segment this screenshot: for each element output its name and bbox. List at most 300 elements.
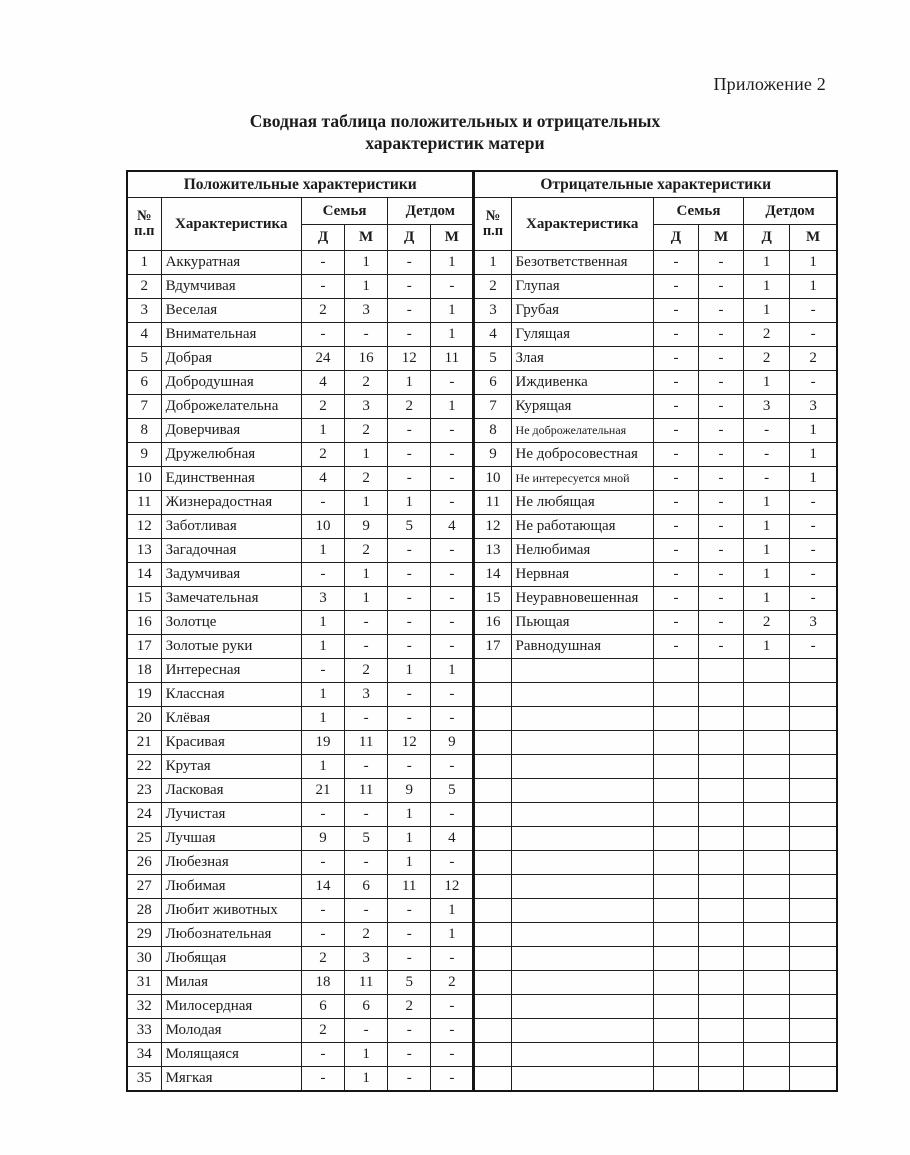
table-row bbox=[127, 299, 837, 323]
pos-family-d-cell: 14 bbox=[301, 875, 344, 899]
neg-detdom-m-cell bbox=[790, 755, 837, 779]
neg-num-cell: 2 bbox=[474, 275, 511, 299]
pos-family-d-cell: 1 bbox=[301, 635, 344, 659]
neg-num-cell: 14 bbox=[474, 563, 511, 587]
pos-num-cell: 21 bbox=[127, 731, 161, 755]
pos-characteristic-cell: Молящаяся bbox=[161, 1043, 301, 1067]
pos-characteristic-cell: Ласковая bbox=[161, 779, 301, 803]
pos-num-cell: 11 bbox=[127, 491, 161, 515]
table-row bbox=[127, 587, 837, 611]
neg-detdom-d-cell: 1 bbox=[744, 587, 790, 611]
neg-detdom-m-cell: - bbox=[790, 371, 837, 395]
pos-num-cell: 13 bbox=[127, 539, 161, 563]
pos-family-m-cell: 3 bbox=[345, 683, 388, 707]
pos-detdom-d-cell: - bbox=[388, 251, 431, 275]
table-row bbox=[127, 563, 837, 587]
neg-characteristic-cell bbox=[511, 923, 653, 947]
neg-characteristic-cell: Неуравновешенная bbox=[511, 587, 653, 611]
pos-detdom-m-cell: - bbox=[431, 947, 474, 971]
neg-num-cell bbox=[474, 779, 511, 803]
neg-family-d-cell: - bbox=[653, 467, 698, 491]
pos-detdom-m-cell: - bbox=[431, 635, 474, 659]
neg-family-d-cell bbox=[653, 851, 698, 875]
neg-family-d-cell bbox=[653, 827, 698, 851]
col-header-num-positive bbox=[127, 198, 161, 251]
pos-detdom-m-cell: - bbox=[431, 467, 474, 491]
pos-family-m-cell: 1 bbox=[345, 491, 388, 515]
pos-family-d-cell: 4 bbox=[301, 467, 344, 491]
pos-family-d-cell: - bbox=[301, 1043, 344, 1067]
neg-family-d-cell bbox=[653, 899, 698, 923]
neg-characteristic-cell: Не работающая bbox=[511, 515, 653, 539]
pos-detdom-m-cell: 1 bbox=[431, 899, 474, 923]
pos-family-m-cell: 2 bbox=[345, 923, 388, 947]
neg-detdom-m-cell: 2 bbox=[790, 347, 837, 371]
pos-detdom-m-cell: 1 bbox=[431, 251, 474, 275]
neg-family-m-cell bbox=[699, 1043, 744, 1067]
pos-family-d-cell: - bbox=[301, 323, 344, 347]
neg-family-m-cell: - bbox=[699, 395, 744, 419]
neg-detdom-m-cell bbox=[790, 659, 837, 683]
pos-detdom-m-cell: - bbox=[431, 491, 474, 515]
pos-family-d-cell: 1 bbox=[301, 611, 344, 635]
pos-family-m-cell: 1 bbox=[345, 563, 388, 587]
summary-table bbox=[126, 170, 838, 1092]
neg-detdom-d-cell: 1 bbox=[744, 491, 790, 515]
pos-detdom-d-cell: - bbox=[388, 707, 431, 731]
neg-detdom-m-cell bbox=[790, 851, 837, 875]
neg-num-cell: 16 bbox=[474, 611, 511, 635]
neg-characteristic-cell: Не добросовестная bbox=[511, 443, 653, 467]
pos-detdom-m-cell: 5 bbox=[431, 779, 474, 803]
neg-family-m-cell: - bbox=[699, 611, 744, 635]
neg-family-m-cell: - bbox=[699, 251, 744, 275]
pos-characteristic-cell: Доверчивая bbox=[161, 419, 301, 443]
pos-detdom-d-cell: - bbox=[388, 563, 431, 587]
neg-characteristic-cell: Глупая bbox=[511, 275, 653, 299]
pos-family-d-cell: 18 bbox=[301, 971, 344, 995]
pos-num-cell: 19 bbox=[127, 683, 161, 707]
pos-detdom-d-cell: 1 bbox=[388, 851, 431, 875]
neg-characteristic-cell: Безответственная bbox=[511, 251, 653, 275]
pos-detdom-m-cell: - bbox=[431, 851, 474, 875]
pos-family-d-cell: 6 bbox=[301, 995, 344, 1019]
num-header-line2: п.п bbox=[134, 223, 155, 239]
table-row bbox=[127, 923, 837, 947]
neg-num-cell bbox=[474, 803, 511, 827]
pos-family-m-cell: 11 bbox=[345, 731, 388, 755]
pos-family-d-cell: - bbox=[301, 275, 344, 299]
pos-characteristic-cell: Добрая bbox=[161, 347, 301, 371]
pos-family-d-cell: 1 bbox=[301, 755, 344, 779]
neg-family-d-cell bbox=[653, 947, 698, 971]
pos-family-d-cell: 9 bbox=[301, 827, 344, 851]
neg-detdom-m-cell bbox=[790, 995, 837, 1019]
pos-num-cell: 30 bbox=[127, 947, 161, 971]
table-row bbox=[127, 395, 837, 419]
pos-num-cell: 1 bbox=[127, 251, 161, 275]
pos-family-d-cell: 2 bbox=[301, 299, 344, 323]
table-row bbox=[127, 851, 837, 875]
table-row bbox=[127, 443, 837, 467]
col-header-orphanage-m-negative: М bbox=[790, 225, 837, 251]
neg-family-m-cell: - bbox=[699, 443, 744, 467]
neg-family-m-cell bbox=[699, 683, 744, 707]
pos-characteristic-cell: Клёвая bbox=[161, 707, 301, 731]
neg-detdom-m-cell bbox=[790, 923, 837, 947]
neg-characteristic-cell bbox=[511, 779, 653, 803]
neg-family-m-cell: - bbox=[699, 419, 744, 443]
pos-characteristic-cell: Внимательная bbox=[161, 323, 301, 347]
neg-detdom-d-cell bbox=[744, 971, 790, 995]
neg-family-m-cell bbox=[699, 803, 744, 827]
table-row bbox=[127, 467, 837, 491]
pos-detdom-d-cell: - bbox=[388, 611, 431, 635]
neg-family-m-cell: - bbox=[699, 275, 744, 299]
table-row bbox=[127, 683, 837, 707]
pos-family-m-cell: 2 bbox=[345, 419, 388, 443]
neg-family-m-cell bbox=[699, 779, 744, 803]
neg-characteristic-cell bbox=[511, 755, 653, 779]
table-row bbox=[127, 491, 837, 515]
neg-family-d-cell: - bbox=[653, 563, 698, 587]
pos-characteristic-cell: Заботливая bbox=[161, 515, 301, 539]
neg-detdom-m-cell bbox=[790, 803, 837, 827]
neg-family-d-cell bbox=[653, 875, 698, 899]
neg-detdom-d-cell: 3 bbox=[744, 395, 790, 419]
pos-characteristic-cell: Молодая bbox=[161, 1019, 301, 1043]
neg-family-m-cell: - bbox=[699, 323, 744, 347]
neg-characteristic-cell: Нервная bbox=[511, 563, 653, 587]
table-row bbox=[127, 539, 837, 563]
neg-family-d-cell: - bbox=[653, 299, 698, 323]
neg-detdom-m-cell bbox=[790, 683, 837, 707]
col-header-family-positive: Семья bbox=[301, 198, 387, 225]
neg-family-d-cell: - bbox=[653, 635, 698, 659]
pos-detdom-m-cell: - bbox=[431, 803, 474, 827]
neg-detdom-d-cell bbox=[744, 923, 790, 947]
neg-num-cell bbox=[474, 707, 511, 731]
neg-num-cell bbox=[474, 1043, 511, 1067]
neg-detdom-m-cell bbox=[790, 899, 837, 923]
pos-characteristic-cell: Золотые руки bbox=[161, 635, 301, 659]
neg-detdom-m-cell: 3 bbox=[790, 395, 837, 419]
neg-characteristic-cell bbox=[511, 1043, 653, 1067]
neg-family-d-cell bbox=[653, 731, 698, 755]
pos-detdom-m-cell: 4 bbox=[431, 827, 474, 851]
pos-detdom-m-cell: - bbox=[431, 683, 474, 707]
pos-detdom-d-cell: 1 bbox=[388, 491, 431, 515]
pos-num-cell: 26 bbox=[127, 851, 161, 875]
neg-family-d-cell bbox=[653, 1067, 698, 1092]
neg-detdom-m-cell: 1 bbox=[790, 419, 837, 443]
pos-detdom-m-cell: - bbox=[431, 539, 474, 563]
neg-detdom-d-cell: 1 bbox=[744, 635, 790, 659]
neg-detdom-d-cell bbox=[744, 1019, 790, 1043]
neg-detdom-m-cell bbox=[790, 1067, 837, 1092]
pos-num-cell: 22 bbox=[127, 755, 161, 779]
neg-detdom-d-cell: 2 bbox=[744, 611, 790, 635]
neg-detdom-m-cell bbox=[790, 707, 837, 731]
pos-detdom-m-cell: 9 bbox=[431, 731, 474, 755]
neg-characteristic-cell bbox=[511, 1019, 653, 1043]
neg-characteristic-cell bbox=[511, 1067, 653, 1092]
neg-characteristic-cell: Курящая bbox=[511, 395, 653, 419]
col-header-characteristic-negative: Характеристика bbox=[511, 198, 653, 251]
neg-family-d-cell bbox=[653, 971, 698, 995]
table-row bbox=[127, 707, 837, 731]
col-header-orphanage-m-positive: М bbox=[431, 225, 474, 251]
pos-num-cell: 12 bbox=[127, 515, 161, 539]
neg-characteristic-cell bbox=[511, 659, 653, 683]
neg-num-cell bbox=[474, 899, 511, 923]
pos-num-cell: 9 bbox=[127, 443, 161, 467]
neg-family-m-cell bbox=[699, 875, 744, 899]
neg-num-cell: 6 bbox=[474, 371, 511, 395]
pos-num-cell: 29 bbox=[127, 923, 161, 947]
pos-family-m-cell: - bbox=[345, 803, 388, 827]
pos-family-d-cell: - bbox=[301, 251, 344, 275]
table-row bbox=[127, 611, 837, 635]
table-row bbox=[127, 635, 837, 659]
table-row bbox=[127, 731, 837, 755]
neg-detdom-d-cell bbox=[744, 707, 790, 731]
neg-detdom-d-cell: 1 bbox=[744, 539, 790, 563]
pos-num-cell: 18 bbox=[127, 659, 161, 683]
pos-num-cell: 7 bbox=[127, 395, 161, 419]
neg-family-m-cell bbox=[699, 851, 744, 875]
pos-num-cell: 20 bbox=[127, 707, 161, 731]
neg-num-cell bbox=[474, 659, 511, 683]
neg-characteristic-cell: Не интересуется мной bbox=[511, 467, 653, 491]
col-header-family-m-negative: М bbox=[699, 225, 744, 251]
neg-family-d-cell bbox=[653, 779, 698, 803]
pos-characteristic-cell: Единственная bbox=[161, 467, 301, 491]
pos-family-d-cell: 3 bbox=[301, 587, 344, 611]
table-row bbox=[127, 323, 837, 347]
col-header-characteristic-positive: Характеристика bbox=[161, 198, 301, 251]
pos-characteristic-cell: Доброжелательна bbox=[161, 395, 301, 419]
neg-characteristic-cell: Грубая bbox=[511, 299, 653, 323]
table-row bbox=[127, 803, 837, 827]
pos-family-m-cell: - bbox=[345, 635, 388, 659]
neg-family-m-cell bbox=[699, 923, 744, 947]
table-row bbox=[127, 755, 837, 779]
neg-characteristic-cell bbox=[511, 947, 653, 971]
table-row bbox=[127, 419, 837, 443]
table-row bbox=[127, 371, 837, 395]
neg-family-d-cell: - bbox=[653, 419, 698, 443]
neg-family-m-cell bbox=[699, 1067, 744, 1092]
neg-detdom-m-cell bbox=[790, 731, 837, 755]
pos-num-cell: 25 bbox=[127, 827, 161, 851]
pos-characteristic-cell: Задумчивая bbox=[161, 563, 301, 587]
neg-family-d-cell: - bbox=[653, 491, 698, 515]
col-header-family-negative: Семья bbox=[653, 198, 743, 225]
pos-detdom-d-cell: 1 bbox=[388, 659, 431, 683]
table-row bbox=[127, 899, 837, 923]
neg-characteristic-cell bbox=[511, 875, 653, 899]
appendix-label: Приложение 2 bbox=[713, 74, 826, 94]
pos-detdom-d-cell: - bbox=[388, 299, 431, 323]
pos-characteristic-cell: Милосердная bbox=[161, 995, 301, 1019]
neg-family-d-cell bbox=[653, 683, 698, 707]
pos-detdom-m-cell: - bbox=[431, 1043, 474, 1067]
neg-family-d-cell bbox=[653, 659, 698, 683]
table-row bbox=[127, 875, 837, 899]
neg-detdom-d-cell: 1 bbox=[744, 299, 790, 323]
neg-detdom-m-cell bbox=[790, 779, 837, 803]
pos-num-cell: 15 bbox=[127, 587, 161, 611]
neg-characteristic-cell bbox=[511, 731, 653, 755]
pos-detdom-d-cell: 1 bbox=[388, 827, 431, 851]
pos-family-m-cell: 2 bbox=[345, 659, 388, 683]
pos-family-m-cell: 3 bbox=[345, 299, 388, 323]
pos-family-m-cell: 6 bbox=[345, 875, 388, 899]
pos-characteristic-cell: Классная bbox=[161, 683, 301, 707]
pos-family-m-cell: 11 bbox=[345, 779, 388, 803]
table-row bbox=[127, 1067, 837, 1092]
pos-characteristic-cell: Дружелюбная bbox=[161, 443, 301, 467]
pos-detdom-d-cell: 1 bbox=[388, 803, 431, 827]
neg-detdom-m-cell: - bbox=[790, 323, 837, 347]
neg-detdom-m-cell: - bbox=[790, 563, 837, 587]
pos-family-d-cell: 19 bbox=[301, 731, 344, 755]
neg-family-d-cell: - bbox=[653, 515, 698, 539]
neg-num-cell: 8 bbox=[474, 419, 511, 443]
pos-family-d-cell: 2 bbox=[301, 395, 344, 419]
neg-num-cell: 15 bbox=[474, 587, 511, 611]
neg-num-cell bbox=[474, 923, 511, 947]
pos-detdom-d-cell: - bbox=[388, 635, 431, 659]
pos-characteristic-cell: Веселая bbox=[161, 299, 301, 323]
neg-characteristic-cell: Не любящая bbox=[511, 491, 653, 515]
num-header-line1: № bbox=[137, 208, 152, 224]
pos-family-m-cell: 3 bbox=[345, 395, 388, 419]
neg-family-d-cell: - bbox=[653, 323, 698, 347]
table-row bbox=[127, 275, 837, 299]
neg-detdom-d-cell: - bbox=[744, 467, 790, 491]
neg-family-m-cell bbox=[699, 995, 744, 1019]
pos-detdom-d-cell: - bbox=[388, 467, 431, 491]
pos-characteristic-cell: Интересная bbox=[161, 659, 301, 683]
pos-family-d-cell: - bbox=[301, 899, 344, 923]
pos-family-m-cell: 2 bbox=[345, 539, 388, 563]
neg-family-d-cell: - bbox=[653, 347, 698, 371]
neg-family-d-cell bbox=[653, 995, 698, 1019]
pos-detdom-d-cell: - bbox=[388, 755, 431, 779]
neg-family-d-cell bbox=[653, 1019, 698, 1043]
num-header-line2: п.п bbox=[482, 223, 504, 239]
pos-detdom-d-cell: - bbox=[388, 275, 431, 299]
neg-family-d-cell bbox=[653, 755, 698, 779]
pos-num-cell: 6 bbox=[127, 371, 161, 395]
neg-family-m-cell bbox=[699, 755, 744, 779]
title-line-1: Сводная таблица положительных и отрицательных bbox=[249, 111, 661, 131]
neg-detdom-m-cell bbox=[790, 875, 837, 899]
pos-characteristic-cell: Добродушная bbox=[161, 371, 301, 395]
neg-family-m-cell: - bbox=[699, 635, 744, 659]
col-header-family-d-negative: Д bbox=[653, 225, 698, 251]
pos-family-d-cell: 24 bbox=[301, 347, 344, 371]
pos-family-m-cell: - bbox=[345, 1019, 388, 1043]
neg-num-cell bbox=[474, 755, 511, 779]
col-header-orphanage-d-negative: Д bbox=[744, 225, 790, 251]
neg-family-d-cell: - bbox=[653, 251, 698, 275]
pos-num-cell: 17 bbox=[127, 635, 161, 659]
neg-detdom-m-cell: 1 bbox=[790, 251, 837, 275]
pos-detdom-d-cell: - bbox=[388, 923, 431, 947]
pos-family-d-cell: - bbox=[301, 923, 344, 947]
neg-detdom-d-cell: 1 bbox=[744, 563, 790, 587]
neg-detdom-d-cell bbox=[744, 803, 790, 827]
neg-characteristic-cell bbox=[511, 827, 653, 851]
pos-num-cell: 16 bbox=[127, 611, 161, 635]
neg-detdom-m-cell: - bbox=[790, 515, 837, 539]
table-row bbox=[127, 515, 837, 539]
pos-num-cell: 14 bbox=[127, 563, 161, 587]
neg-num-cell bbox=[474, 995, 511, 1019]
pos-detdom-d-cell: 2 bbox=[388, 995, 431, 1019]
neg-detdom-d-cell bbox=[744, 755, 790, 779]
pos-family-d-cell: - bbox=[301, 491, 344, 515]
pos-family-d-cell: 1 bbox=[301, 683, 344, 707]
pos-detdom-m-cell: 1 bbox=[431, 395, 474, 419]
pos-family-m-cell: - bbox=[345, 323, 388, 347]
pos-num-cell: 4 bbox=[127, 323, 161, 347]
neg-detdom-m-cell: 1 bbox=[790, 443, 837, 467]
neg-family-d-cell: - bbox=[653, 587, 698, 611]
neg-detdom-m-cell bbox=[790, 827, 837, 851]
pos-detdom-m-cell: 4 bbox=[431, 515, 474, 539]
pos-num-cell: 23 bbox=[127, 779, 161, 803]
title-line-2: характеристик матери bbox=[365, 133, 545, 153]
neg-num-cell: 1 bbox=[474, 251, 511, 275]
pos-detdom-d-cell: - bbox=[388, 1067, 431, 1092]
pos-detdom-m-cell: 1 bbox=[431, 323, 474, 347]
pos-characteristic-cell: Лучшая bbox=[161, 827, 301, 851]
neg-detdom-m-cell bbox=[790, 1019, 837, 1043]
table-row bbox=[127, 1043, 837, 1067]
neg-detdom-d-cell bbox=[744, 851, 790, 875]
neg-detdom-d-cell bbox=[744, 1067, 790, 1092]
neg-num-cell: 5 bbox=[474, 347, 511, 371]
pos-detdom-d-cell: 9 bbox=[388, 779, 431, 803]
neg-characteristic-cell bbox=[511, 683, 653, 707]
pos-characteristic-cell: Золотце bbox=[161, 611, 301, 635]
neg-family-m-cell bbox=[699, 731, 744, 755]
neg-characteristic-cell bbox=[511, 707, 653, 731]
pos-detdom-m-cell: - bbox=[431, 1019, 474, 1043]
pos-characteristic-cell: Любящая bbox=[161, 947, 301, 971]
table-row bbox=[127, 1019, 837, 1043]
pos-family-m-cell: - bbox=[345, 851, 388, 875]
pos-characteristic-cell: Любимая bbox=[161, 875, 301, 899]
pos-num-cell: 5 bbox=[127, 347, 161, 371]
pos-family-m-cell: 2 bbox=[345, 371, 388, 395]
section-header-row bbox=[127, 171, 837, 198]
neg-num-cell: 17 bbox=[474, 635, 511, 659]
neg-detdom-d-cell bbox=[744, 779, 790, 803]
neg-family-d-cell bbox=[653, 707, 698, 731]
neg-characteristic-cell: Иждивенка bbox=[511, 371, 653, 395]
table-row bbox=[127, 827, 837, 851]
pos-detdom-m-cell: - bbox=[431, 443, 474, 467]
neg-characteristic-cell: Нелюбимая bbox=[511, 539, 653, 563]
neg-family-m-cell: - bbox=[699, 587, 744, 611]
pos-num-cell: 24 bbox=[127, 803, 161, 827]
neg-family-d-cell: - bbox=[653, 371, 698, 395]
